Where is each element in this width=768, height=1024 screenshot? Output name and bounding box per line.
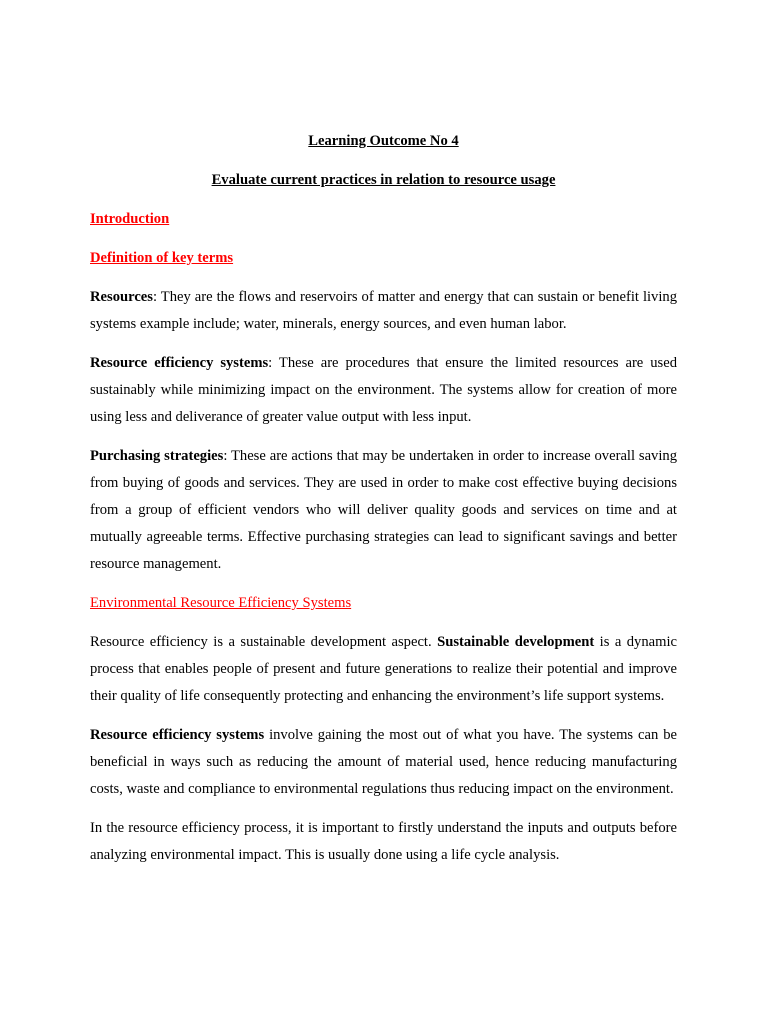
document-page (90, 128, 677, 881)
definition-purchasing-strategies (90, 443, 677, 578)
definition-resource-efficiency-systems (90, 350, 677, 431)
definition-resources-text: : They are the flows and reservoirs of matter and energy that can sustain or benefit living systems example include; water, minerals, energy sources, and even human labor. (90, 289, 677, 332)
paragraph-life-cycle: In the resource efficiency process, it is important to firstly understand the inputs and outputs before analyzing environmental impact. This is usually done using a life cycle analysis. (90, 820, 677, 863)
paragraph-1-before: Resource efficiency is a sustainable development aspect. (90, 634, 438, 650)
paragraph-resource-efficiency-systems (90, 722, 677, 803)
term-resource-efficiency-systems-2: Resource efficiency systems (90, 727, 265, 743)
term-purchasing-strategies: Purchasing strategies (90, 448, 224, 464)
definition-heading: Definition of key terms (90, 250, 234, 266)
definition-resource-efficiency-systems-text: : These are procedures that ensure the limited resources are used sustainably while minimizing impact on the environment. The systems allow for creation of more using less and deliverance of greater value output with less input. (90, 355, 677, 425)
document-title: Learning Outcome No 4 (308, 133, 459, 149)
document-subtitle: Evaluate current practices in relation to resource usage (211, 172, 556, 188)
paragraph-2-after: involve gaining the most out of what you have. The systems can be beneficial in ways such as reducing the amount of material used, hence reducing manufacturing costs, waste and compliance to environmental regulations thus reducing impact on the environment. (90, 727, 677, 797)
term-resources: Resources (90, 289, 153, 305)
environmental-heading: Environmental Resource Efficiency Systems (90, 595, 352, 611)
paragraph-1-after: is a dynamic process that enables people of present and future generations to realize their potential and improve their quality of life consequently protecting and enhancing the environment’s life support systems. (90, 634, 678, 704)
introduction-heading: Introduction (90, 211, 170, 227)
paragraph-sustainable-development (90, 629, 677, 710)
definition-purchasing-strategies-text: : These are actions that may be undertaken in order to increase overall saving from buying of goods and services. They are used in order to make cost effective buying decisions from a group of efficient vendors who will deliver quality goods and services on time and at mutually agreeable terms. Effective purchasing strategies can lead to significant savings and better resource management. (90, 448, 678, 572)
term-resource-efficiency-systems: Resource efficiency systems (90, 355, 269, 371)
term-sustainable-development: Sustainable development (437, 634, 595, 650)
definition-resources (90, 284, 677, 338)
